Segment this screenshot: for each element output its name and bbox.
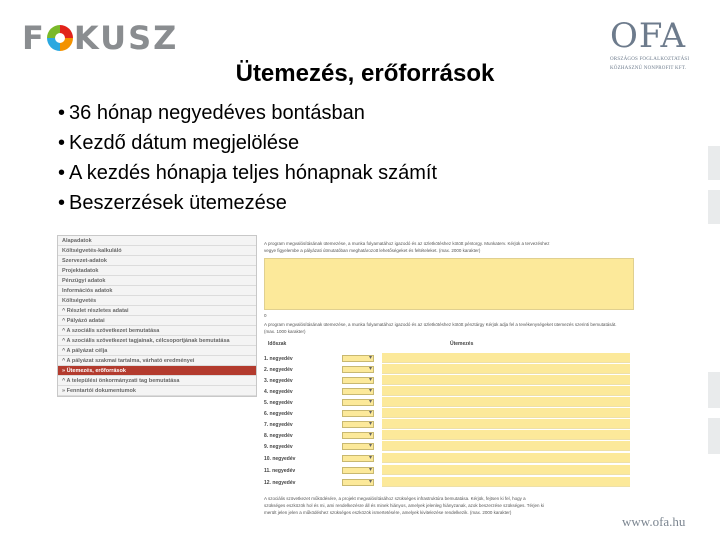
quarter-schedule-field[interactable] — [382, 477, 630, 487]
edge-decoration-3 — [708, 372, 720, 408]
bullet-item: • Beszerzések ütemezése — [58, 188, 437, 218]
quarter-schedule-field[interactable] — [382, 353, 630, 363]
edge-decoration-4 — [708, 418, 720, 454]
sidebar-item[interactable]: ^ A szociális szövetkezet tagjainak, célcsoportjának bemutatása — [58, 336, 256, 346]
sidebar-item[interactable]: Alapadatok — [58, 236, 256, 246]
quarter-schedule-field[interactable] — [382, 441, 630, 451]
quarter-select[interactable] — [342, 443, 374, 450]
quarter-label: 1. negyedév — [264, 356, 293, 362]
slide-title: Ütemezés, erőforrások — [235, 60, 495, 87]
bullet-item: • 36 hónap negyedéves bontásban — [58, 98, 437, 128]
bullet-item: • Kezdő dátum megjelölése — [58, 128, 437, 158]
sidebar-item[interactable]: ^ Részlet részletes adatai — [58, 306, 256, 316]
fokusz-logo-o-icon — [47, 25, 73, 51]
quarter-label: 11. negyedév — [264, 468, 296, 474]
quarter-select[interactable] — [342, 355, 374, 362]
quarter-select[interactable] — [342, 467, 374, 474]
quarter-select[interactable] — [342, 399, 374, 406]
quarter-schedule-field[interactable] — [382, 453, 630, 463]
outro-text-line-1: A szociális szövetkezet működésére, a projekt megvalósításához szükséges infrastruktúra bemutatása. Kérjük, fejtsen ki fel, hogy a — [264, 496, 526, 501]
intro-text-line-2: vegye figyelembe a pályázati útmutatóban meghatározott lehetőségeket és feltételeket. (max. 2000 karakter) — [264, 248, 481, 253]
quarter-label: 8. negyedév — [264, 433, 293, 439]
sidebar-item[interactable]: Költségvetés — [58, 296, 256, 306]
edge-decoration-2 — [708, 190, 720, 224]
quarter-schedule-field[interactable] — [382, 430, 630, 440]
sidebar-item[interactable]: ^ A pályázat célja — [58, 346, 256, 356]
quarter-schedule-field[interactable] — [382, 419, 630, 429]
outro-text-line-2: szükséges eszközök hol és mi, ami rendelkezésre áll és minek hiányos, amelyek jelenleg hiányzanak, azok beszerzése szükséges. Térjen ki — [264, 503, 545, 508]
quarter-schedule-field[interactable] — [382, 386, 630, 396]
resource-text-line-1: A program megvalósításának ütemezése, a munka folyamatához igazodó és az üzletkötéshez kötött pénztárgy Kérjük adja fel a tevékenységeket ütemezés szerinti bemutatását. — [264, 322, 617, 327]
quarter-select[interactable] — [342, 421, 374, 428]
quarter-select[interactable] — [342, 479, 374, 486]
quarter-select[interactable] — [342, 388, 374, 395]
form-sidebar — [57, 235, 257, 397]
bullet-list — [58, 98, 437, 218]
sidebar-item[interactable]: Pénzügyi adatok — [58, 276, 256, 286]
quarter-select[interactable] — [342, 455, 374, 462]
sidebar-item[interactable]: » Fenntartói dokumentumok — [58, 386, 256, 396]
char-counter: 0 — [264, 313, 267, 318]
quarter-label: 9. negyedév — [264, 444, 293, 450]
quarter-schedule-field[interactable] — [382, 408, 630, 418]
quarter-schedule-field[interactable] — [382, 465, 630, 475]
sidebar-item[interactable]: Szervezet-adatok — [58, 256, 256, 266]
quarter-schedule-field[interactable] — [382, 397, 630, 407]
sidebar-item[interactable]: ^ Pályázó adatai — [58, 316, 256, 326]
fokusz-logo — [22, 18, 178, 58]
sidebar-item-active[interactable]: » Ütemezés, erőforrások — [58, 366, 256, 376]
sidebar-item[interactable]: Projektadatok — [58, 266, 256, 276]
schedule-textarea[interactable] — [264, 258, 634, 310]
intro-text-line-1: A program megvalósításának ütemezése, a munka folyamatához igazodó és az üzletkötéshez kötött péntorgy. Munkaterv. Kérjük a tervezéshez — [264, 241, 550, 246]
quarter-label: 4. negyedév — [264, 389, 293, 395]
fokusz-logo-letter-f: F — [22, 19, 46, 57]
quarter-schedule-field[interactable] — [382, 364, 630, 374]
ofa-logo-subtitle-2: KÖZHASZNÚ NONPROFIT KFT. — [610, 66, 687, 71]
quarter-label: 10. negyedév — [264, 456, 296, 462]
edge-decoration-1 — [708, 146, 720, 180]
quarter-select[interactable] — [342, 366, 374, 373]
sidebar-item[interactable]: ^ A pályázat szakmai tartalma, várható eredményei — [58, 356, 256, 366]
column-header-schedule: Ütemezés — [450, 341, 474, 347]
quarter-label: 6. negyedév — [264, 411, 293, 417]
resource-text-line-2: (max. 1000 karakter) — [264, 329, 306, 334]
sidebar-item[interactable]: Költségvetés-kalkuláló — [58, 246, 256, 256]
ofa-logo-mark: OFA — [610, 16, 687, 56]
quarter-label: 3. negyedév — [264, 378, 293, 384]
quarter-label: 7. negyedév — [264, 422, 293, 428]
quarter-select[interactable] — [342, 410, 374, 417]
quarter-select[interactable] — [342, 377, 374, 384]
column-header-period: Időszak — [268, 341, 287, 347]
quarter-label: 2. negyedév — [264, 367, 293, 373]
outro-text-line-3: merült jelen jelen a működéshez szükséges eszközök ismertetésére, amelyek kivitelezése rendelkezik. (max. 2000 karakter) — [264, 510, 512, 515]
sidebar-item[interactable]: Információs adatok — [58, 286, 256, 296]
quarter-schedule-field[interactable] — [382, 375, 630, 385]
quarter-select[interactable] — [342, 432, 374, 439]
sidebar-item[interactable]: ^ A települési önkormányzati tag bemutatása — [58, 376, 256, 386]
footer-url: www.ofa.hu — [622, 514, 686, 529]
fokusz-logo-rest: KUSZ — [73, 19, 179, 57]
bullet-item: • A kezdés hónapja teljes hónapnak számít — [58, 158, 437, 188]
quarter-label: 12. negyedév — [264, 480, 296, 486]
quarter-label: 5. negyedév — [264, 400, 293, 406]
ofa-logo-subtitle-1: ORSZÁGOS FOGLALKOZTATÁSI — [610, 57, 690, 62]
sidebar-item[interactable]: ^ A szociális szövetkezet bemutatása — [58, 326, 256, 336]
